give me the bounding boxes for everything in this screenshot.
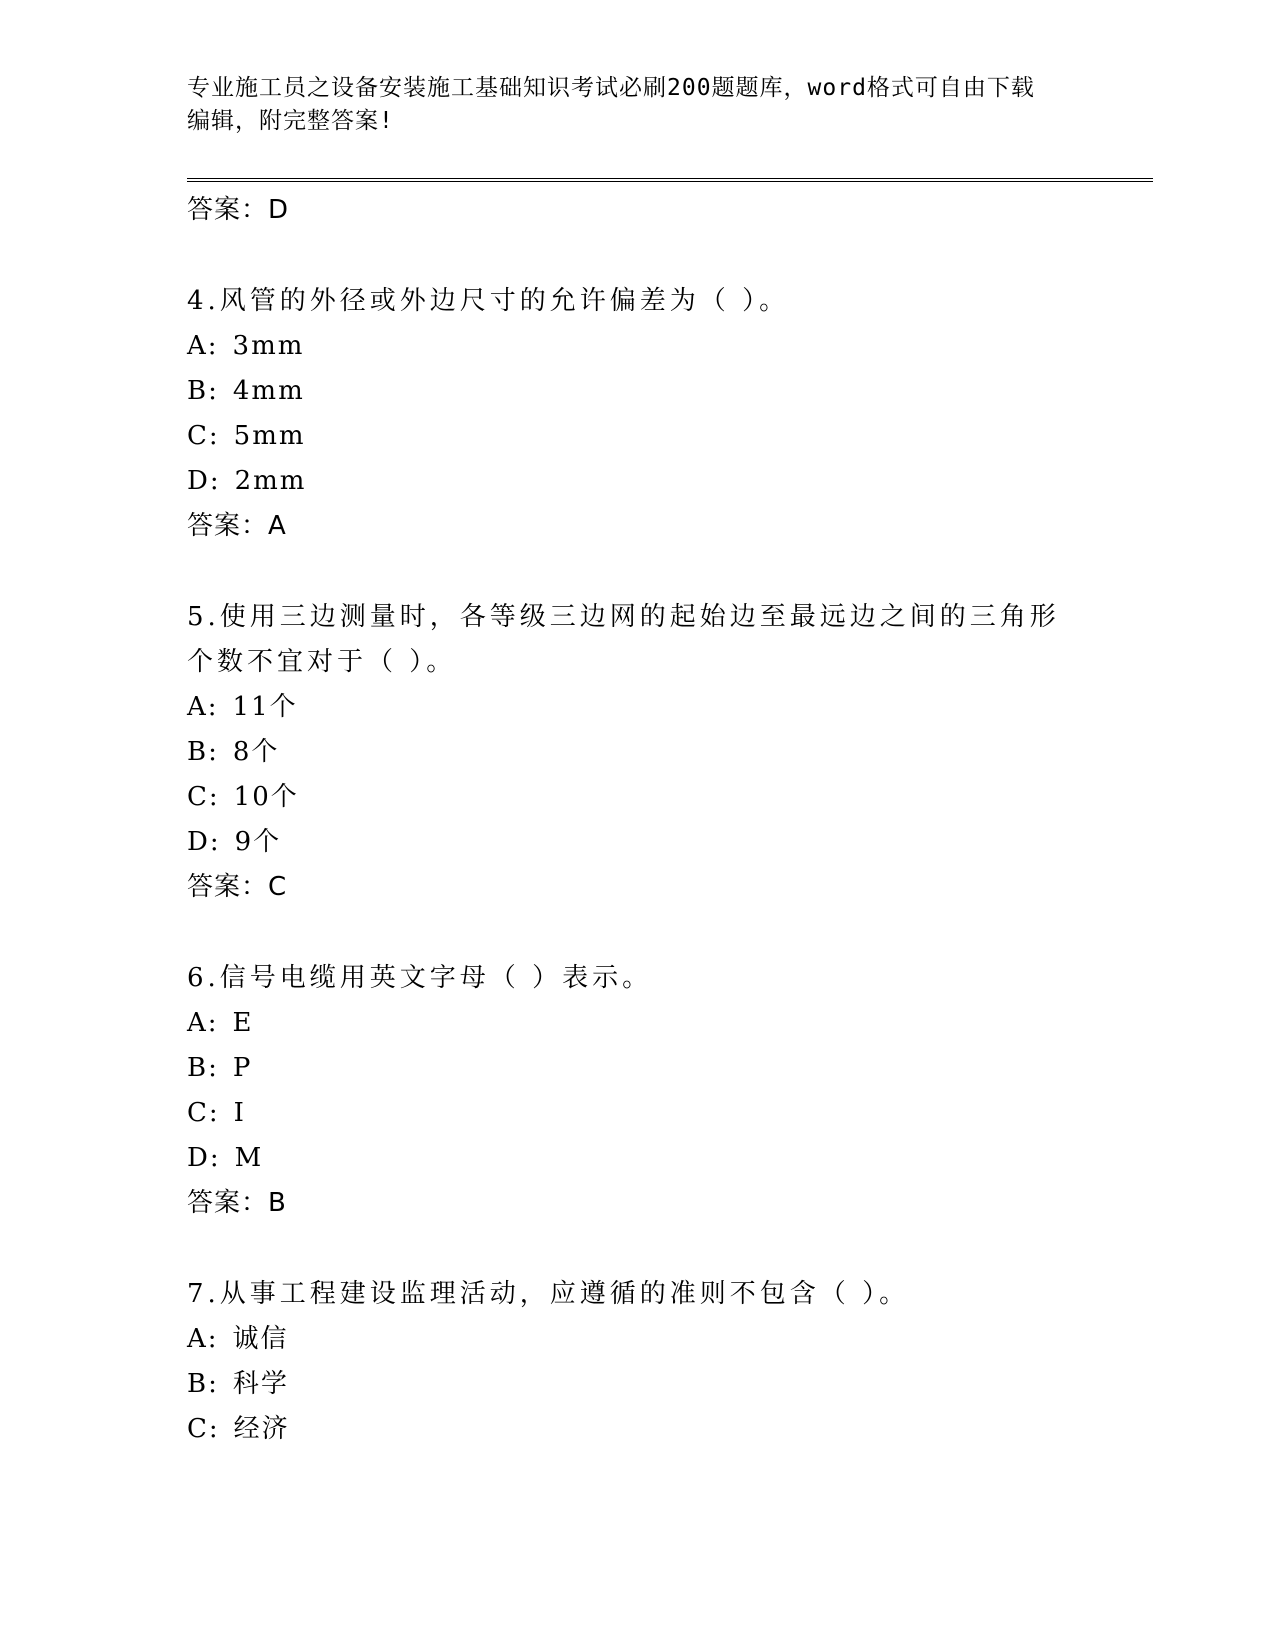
option-text: 3mm [232,331,305,361]
option-text: 4mm [232,376,305,406]
header-line-2: 编辑，附完整答案! [187,108,394,134]
option-text: 诚信 [232,1324,289,1354]
option-letter: B: [187,737,219,767]
question-4 [187,279,1087,549]
option-b [187,1362,1087,1407]
option-d [187,459,1087,504]
question-5 [187,595,1087,910]
option-letter: D: [187,466,221,496]
answer-line: 答案：C [187,872,288,902]
header-divider [187,178,1153,182]
question-stem: 5.使用三边测量时，各等级三边网的起始边至最远边之间的三角形个数不宜对于（ ）。 [187,602,1060,677]
option-letter: C: [187,1098,220,1128]
option-letter: A: [187,1008,219,1038]
option-text: 5mm [233,421,306,451]
option-a [187,685,1087,730]
option-d [187,820,1087,865]
option-b [187,1046,1087,1091]
option-letter: B: [187,1369,219,1399]
option-text: 9个 [234,827,282,857]
option-text: M [234,1143,264,1173]
option-a [187,324,1087,369]
header-line-1: 专业施工员之设备安装施工基础知识考试必刷200题题库，word格式可自由下载 [187,75,1035,101]
question-stem: 4.风管的外径或外边尺寸的允许偏差为（ ）。 [187,286,790,316]
question-stem: 7.从事工程建设监理活动，应遵循的准则不包含（ ）。 [187,1279,910,1309]
option-text: I [233,1098,246,1128]
option-letter: B: [187,1053,219,1083]
option-c [187,1091,1087,1136]
option-b [187,730,1087,775]
option-text: E [232,1008,254,1038]
option-d [187,1136,1087,1181]
option-a [187,1317,1087,1362]
option-c [187,414,1087,459]
option-c [187,775,1087,820]
option-letter: C: [187,782,220,812]
option-letter: B: [187,376,219,406]
option-text: 科学 [232,1369,289,1399]
option-letter: D: [187,1143,221,1173]
option-b [187,369,1087,414]
option-text: 10个 [233,782,299,812]
answer-line: 答案：B [187,1188,287,1218]
option-a [187,1001,1087,1046]
option-text: P [232,1053,253,1083]
option-letter: A: [187,331,219,361]
option-letter: D: [187,827,221,857]
question-stem: 6.信号电缆用英文字母（ ）表示。 [187,963,653,993]
question-6 [187,956,1087,1226]
previous-answer: 答案：D [187,195,290,225]
question-7 [187,1272,1087,1452]
option-text: 8个 [232,737,280,767]
answer-line: 答案：A [187,511,287,541]
option-letter: C: [187,1414,220,1444]
option-letter: A: [187,1324,219,1354]
option-text: 11个 [232,692,298,722]
option-text: 2mm [234,466,307,496]
question-list [187,188,1087,1452]
option-letter: A: [187,692,219,722]
option-text: 经济 [233,1414,290,1444]
page-header [187,72,1067,138]
option-letter: C: [187,421,220,451]
option-c [187,1407,1087,1452]
